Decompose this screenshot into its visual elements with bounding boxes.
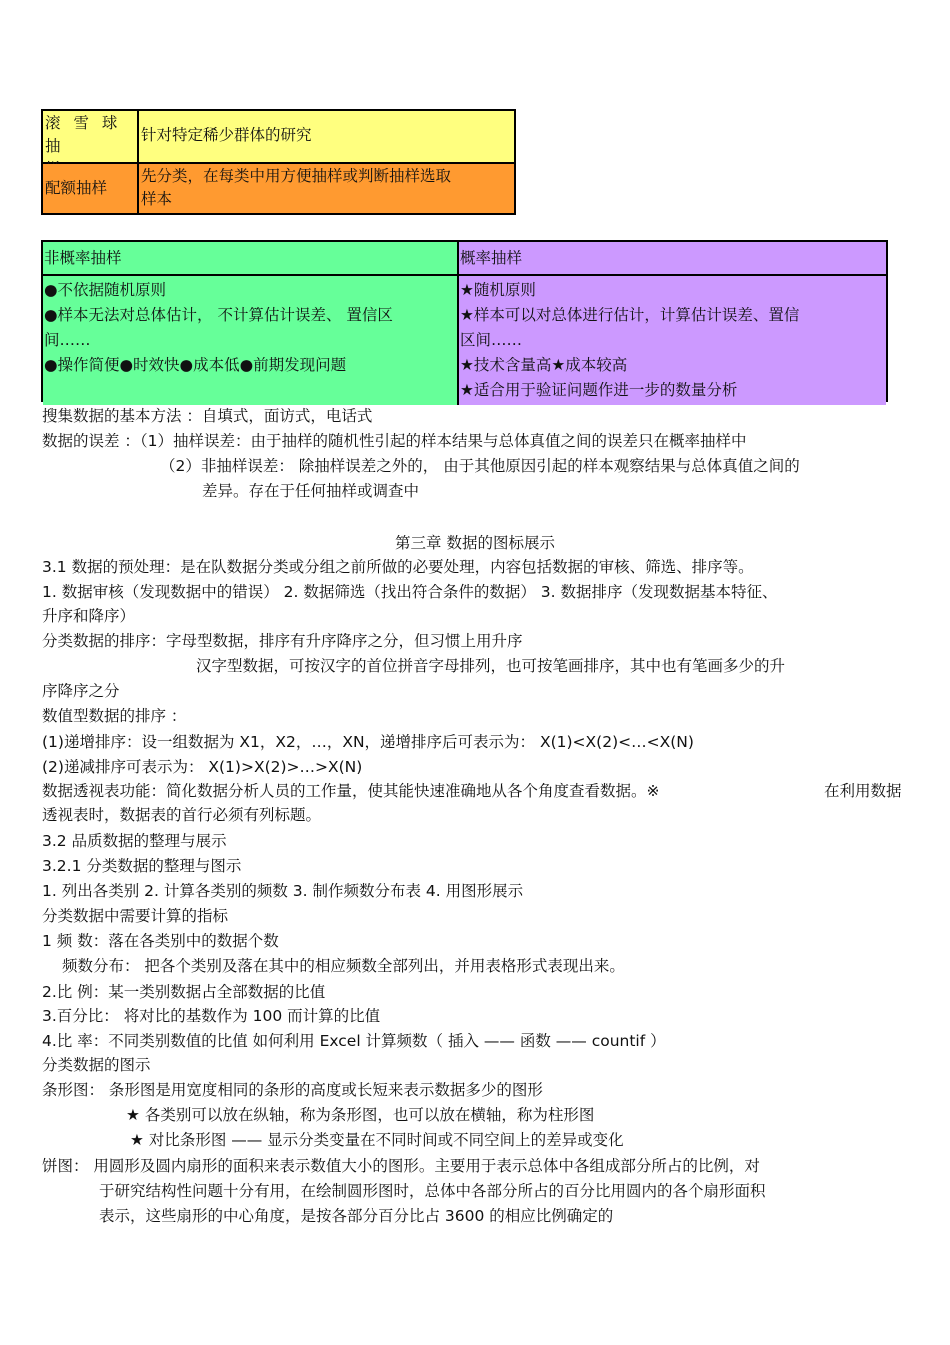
list-item: 区间…… (460, 331, 523, 349)
text-line: 数据的误差 ：（1）抽样误差：由于抽样的随机性引起的样本结果与总体真值之间的误差只在概率抽样中 (42, 432, 747, 450)
text-line: 分类数据中需要计算的指标 (42, 907, 229, 925)
text-line: 搜集数据的基本方法 ：自填式，面访式，电话式 (42, 407, 373, 425)
table-cell: 先分类，在每类中用方便抽样或判断抽样选取 样本 (139, 164, 514, 213)
text-line: 频数分布： 把各个类别及落在其中的相应频数全部列出，并用表格形式表现出来。 (62, 957, 625, 975)
text-line: 饼图： 用圆形及圆内扇形的面积来表示数值大小的图形。主要用于表示总体中各组成部分所占的比例，对 (42, 1157, 760, 1175)
list-item: ★随机原则 (460, 281, 536, 299)
list-item: ★技术含量高★成本较高 (460, 356, 628, 374)
text-line: 汉字型数据，可按汉字的首位拼音字母排列，也可按笔画排序，其中也有笔画多少的升 (196, 657, 786, 675)
text-line: 条形图： 条形图是用宽度相同的条形的高度或长短来表示数据多少的图形 (42, 1081, 543, 1099)
chapter-title: 第三章 数据的图标展示 (395, 534, 555, 552)
text-line: 2.比 例：某一类别数据占全部数据的比值 (42, 983, 326, 1001)
list-item: ★适合用于验证问题作进一步的数量分析 (460, 381, 738, 399)
list-item: ●样本无法对总体估计， 不计算估计误差、 置信区 (44, 306, 393, 324)
table-row (43, 164, 514, 213)
sampling-table-1 (41, 109, 516, 215)
text-line: 1. 列出各类别 2. 计算各类别的频数 3. 制作频数分布表 4. 用图形展示 (42, 882, 524, 900)
list-item: ★样本可以对总体进行估计，计算估计误差、置信 (460, 306, 800, 324)
text-line: 在利用数据 (824, 782, 902, 800)
list-item: ●不依据随机原则 (44, 281, 167, 299)
section-heading: 3.2 品质数据的整理与展示 (42, 832, 227, 850)
text-line: 差异。存在于任何抽样或调查中 (202, 482, 420, 500)
table-cell: 滚 雪 球 抽 (43, 111, 139, 162)
header-non-probability: 非概率抽样 (43, 242, 459, 274)
table-cell: 配额抽样 (43, 164, 139, 213)
text-line: 分类数据的图示 (42, 1056, 151, 1074)
text-line: 升序和降序） (42, 607, 136, 625)
text-line: 4.比 率：不同类别数值的比值 如何利用 Excel 计算频数（ 插入 —— 函数 —— countif ） (42, 1032, 666, 1050)
text-line: 1 频 数：落在各类别中的数据个数 (42, 932, 279, 950)
table-row (43, 111, 514, 164)
text-line: 数值型数据的排序 ： (42, 707, 187, 725)
text-line: (1)递增排序：设一组数据为 X1，X2，…，XN，递增排序后可表示为： X(1)<X(2)<…<X(N) (42, 733, 694, 751)
text-line: 于研究结构性问题十分有用，在绘制圆形图时，总体中各部分所占的百分比用圆内的各个扇形面积 (99, 1182, 766, 1200)
text-line: 透视表时，数据表的首行必须有列标题。 (42, 806, 322, 824)
list-item: 间…… (44, 331, 91, 349)
text-line: 分类数据的排序：字母型数据，排序有升序降序之分，但习惯上用升序 (42, 632, 523, 650)
subsection-heading: 3.2.1 分类数据的整理与图示 (42, 857, 242, 875)
text-line: (2)递减排序可表示为： X(1)>X(2)>…>X(N) (42, 758, 363, 776)
text-line: ★ 各类别可以放在纵轴，称为条形图，也可以放在横轴，称为柱形图 (126, 1106, 595, 1124)
text-line: 3.百分比： 将对比的基数作为 100 而计算的比值 (42, 1007, 381, 1025)
table-header-row (43, 242, 886, 276)
text-line: 表示，这些扇形的中心角度，是按各部分百分比占 3600 的相应比例确定的 (99, 1207, 614, 1225)
text-line: 3.1 数据的预处理：是在队数据分类或分组之前所做的必要处理，内容包括数据的审核、筛选、排序等。 (42, 558, 754, 576)
text-line: ★ 对比条形图 —— 显示分类变量在不同时间或不同空间上的差异或变化 (130, 1131, 624, 1149)
probability-features (459, 276, 886, 405)
table-cell: 针对特定稀少群体的研究 (139, 111, 514, 162)
text-line: 1. 数据审核（发现数据中的错误） 2. 数据筛选（找出符合条件的数据） 3. 数据排序（发现数据基本特征、 (42, 583, 778, 601)
header-probability: 概率抽样 (459, 242, 886, 274)
sampling-comparison-table (41, 240, 888, 402)
table-body-row (43, 276, 886, 405)
text-line: 序降序之分 (42, 682, 120, 700)
text-line: （2）非抽样误差： 除抽样误差之外的， 由于其他原因引起的样本观察结果与总体真值之间的 (160, 457, 800, 475)
text-line: 数据透视表功能：简化数据分析人员的工作量，使其能快速准确地从各个角度查看数据。※ (42, 782, 660, 800)
non-probability-features (43, 276, 459, 405)
list-item: ●操作简便●时效快●成本低●前期发现问题 (44, 356, 347, 374)
